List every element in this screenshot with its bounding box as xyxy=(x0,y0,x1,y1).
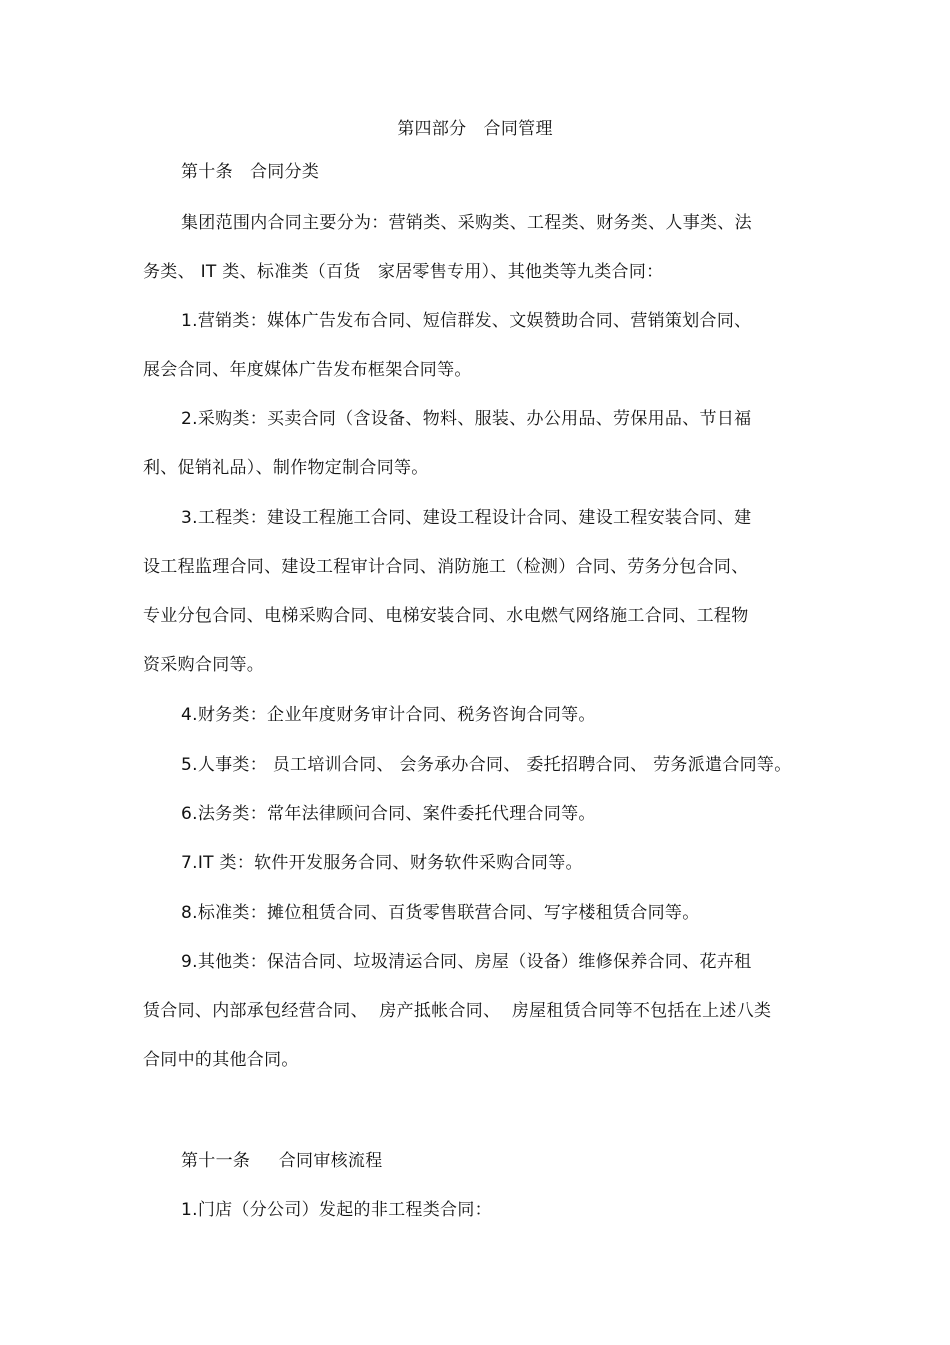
article-10-intro-line-1: 集团范围内合同主要分为：营销类、采购类、工程类、财务类、人事类、法 xyxy=(181,213,752,233)
article-10-intro-line-2: 务类、 IT 类、标准类（百货 家居零售专用）、其他类等九类合同： xyxy=(143,262,664,282)
item-8-line-1: 8.标准类：摊位租赁合同、百货零售联营合同、写字楼租赁合同等。 xyxy=(181,903,700,923)
item-4-line-1: 4.财务类：企业年度财务审计合同、税务咨询合同等。 xyxy=(181,705,596,725)
item-9-line-2: 赁合同、内部承包经营合同、 房产抵帐合同、 房屋租赁合同等不包括在上述八类 xyxy=(143,1001,772,1021)
item-6-line-1: 6.法务类：常年法律顾问合同、案件委托代理合同等。 xyxy=(181,804,596,824)
item-3-line-2: 设工程监理合同、建设工程审计合同、消防施工（检测）合同、劳务分包合同、 xyxy=(143,557,749,577)
item-7-line-1: 7.IT 类：软件开发服务合同、财务软件采购合同等。 xyxy=(181,853,583,873)
item-3-line-4: 资采购合同等。 xyxy=(143,655,265,675)
article-10-heading: 第十条 合同分类 xyxy=(181,162,320,182)
item-2-line-1: 2.采购类：买卖合同（含设备、物料、服装、办公用品、劳保用品、节日福 xyxy=(181,409,752,429)
article-11-heading: 第十一条 合同审核流程 xyxy=(181,1151,383,1171)
article-11-item-1: 1.门店（分公司）发起的非工程类合同： xyxy=(181,1200,492,1220)
item-9-line-3: 合同中的其他合同。 xyxy=(143,1050,299,1070)
item-3-line-3: 专业分包合同、电梯采购合同、电梯安装合同、水电燃气网络施工合同、工程物 xyxy=(143,606,749,626)
item-1-line-1: 1.营销类：媒体广告发布合同、短信群发、文娱赞助合同、营销策划合同、 xyxy=(181,311,752,331)
item-2-line-2: 利、促销礼品）、制作物定制合同等。 xyxy=(143,458,429,478)
item-1-line-2: 展会合同、年度媒体广告发布框架合同等。 xyxy=(143,360,472,380)
item-3-line-1: 3.工程类：建设工程施工合同、建设工程设计合同、建设工程安装合同、建 xyxy=(181,508,752,528)
item-5-line-1: 5.人事类： 员工培训合同、 会务承办合同、 委托招聘合同、 劳务派遣合同等。 xyxy=(181,755,792,775)
item-9-line-1: 9.其他类：保洁合同、垃圾清运合同、房屋（设备）维修保养合同、花卉租 xyxy=(181,952,752,972)
part-title: 第四部分 合同管理 xyxy=(397,119,553,139)
